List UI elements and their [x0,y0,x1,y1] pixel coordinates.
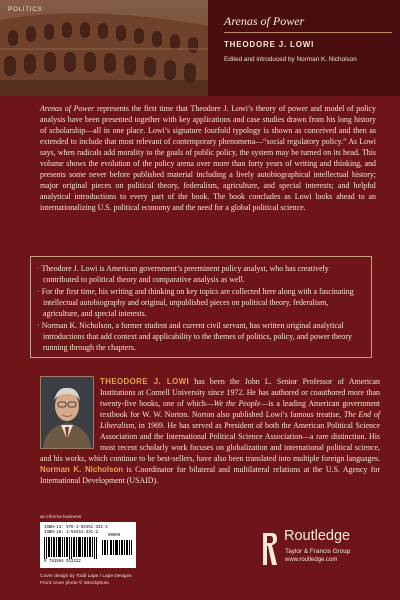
isbn-13: ISBN-13: 978-1-59451-331-2 [44,526,108,530]
description-title: Arenas of Power [40,104,95,113]
bullet-icon: · [37,287,42,296]
book-title-we-the-people: We the People [213,399,261,409]
coliseum-image [0,0,208,96]
publisher-url: www.routledge.com [285,557,338,563]
bullet-icon: · [37,264,42,273]
informa-label: an informa business [40,514,82,519]
highlight-item: · Norman K. Nicholson, a former student and current civil servant, has written original analytical introductions that add context and applicability to the themes of politics, policy, and power theory running through the chapters. [37,321,352,352]
bullet-icon: · [37,321,42,330]
author-name: THEODORE J. LOWI [224,40,315,49]
description-paragraph [40,103,376,213]
highlights-box [30,256,372,358]
bio-author-name: THEODORE J. LOWI [100,377,190,386]
cover-photo-credit: Front cover photo © iStockphoto [40,581,109,586]
publisher-name: Routledge [284,528,351,544]
book-title-end-of-liberalism: The End of Liberalism [100,410,380,431]
price-code: 90000 [108,534,121,538]
barcode-icon [44,537,98,559]
barcode-number: 9 781594 513312 [44,560,81,564]
routledge-logo-icon [262,531,278,567]
book-title: Arenas of Power [224,14,305,28]
cover-design-credit: Cover design by Todd Lape / Lape Designs [40,574,132,579]
editor-line: Edited and introduced by Norman K. Nicholson [224,56,357,63]
price-barcode-icon [102,540,132,555]
author-bio: THEODORE J. LOWI has been the John L. Senior Professor of American Institutions at Cornell University since 1972. He has authored or coauthored more than twenty-five books, one of which—We the People—is a leading American government textbook for W. W. Norton. Norton also published Lowi’s famous treatise, The End of Liberalism, in 1969. He has served as President of both the American Political Science Association and the International Political Science Association—a rare distinction. His most recent scholarly work focuses on globalization and international political science, and his works, which continue to be best-sellers, have also been translated into multiple foreign languages. Norman K. Nicholson is Coordinator for bilateral and multilateral relations at the U.S. Agency for International Development (USAID). [40,377,381,486]
isbn-10: ISBN-10: 1-59451-331-2 [44,531,99,535]
publisher-group: Taylor & Francis Group [285,548,351,555]
category-label: POLITICS [8,6,43,13]
bio-editor-name: Norman K. Nicholson [40,465,124,475]
highlight-item: · Theodore J. Lowi is American government’s preeminent policy analyst, who has creatively contributed to political theory and comparative analysis as well. [37,264,329,284]
description-text: represents the first time that Theodore J. Lowi’s theory of power and model of policy analysis have been presented together with key applications and case studies drawn from his long history of scholarship—all in one place. Lowi’s signature fourfold typology is shown as conceived and then as extended to include that most relevant of contemporary phenomena—“social regulatory policy.” As Lowi says, when radicals add morality to the goals of public policy, the system may be turned on its head. This volume shows the evolution of the policy arena over more than forty years of writing and thinking, and presents some never before published material including a lively autobiographical intellectual history; major original pieces on political theory, federalism, agriculture, and special interests; and helpful analytical introductions to every part of the book. The book concludes as Lowi looks ahead to an internationalizing U.S. political economy and the need for a global political science. [40,104,377,213]
title-divider [224,32,392,33]
highlight-item: · For the first time, his writing and thinking on key topics are collected here along with a fascinating intellectual autobiography and original, unpublished pieces on political theory, federalism, agriculture, and special interests. [37,287,354,318]
header-band [0,0,400,96]
photo-spacer [40,376,100,453]
